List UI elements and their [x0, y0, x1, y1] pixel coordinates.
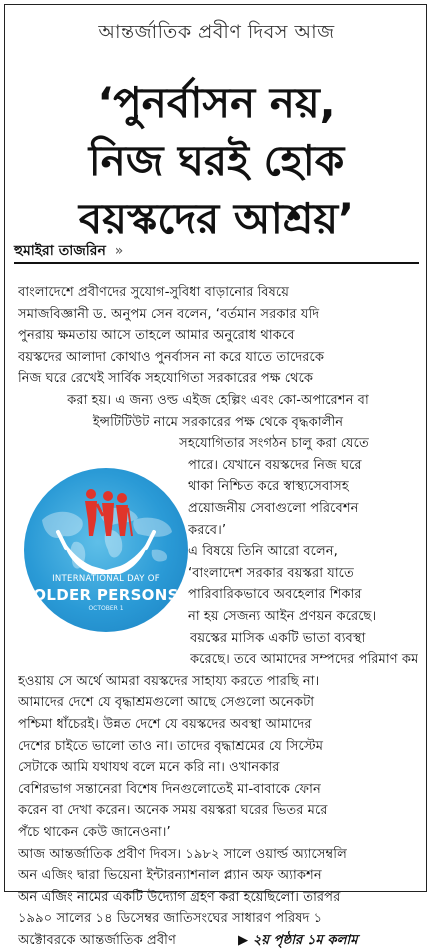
body-line-25: করেন বা দেখা করেন। অনেক সময় বয়স্করা ঘরের ভিতর মরে [18, 803, 328, 819]
body-line-28: অন এজিং দ্বারা ভিয়েনা ইন্টারন্যাশনাল প্ল্যান অফ অ্যাকশন [18, 868, 322, 884]
body-line-15: পারিবারিকভাবে অবহেলার শিকার [188, 587, 362, 603]
byline-marker: » [114, 243, 124, 259]
continued-on-page-link[interactable]: ▶ ২য় পৃষ্ঠার ১ম কলাম [238, 933, 358, 948]
body-line-20: আমাদের দেশে যে বৃদ্ধাশ্রমগুলো আছে সেগুলো অনেকটা [18, 695, 315, 711]
body-line-18: করেছে। তবে আমাদের সম্পদের পরিমাণ কম [190, 652, 418, 668]
kicker: আন্তর্জাতিক প্রবীণ দিবস আজ [98, 21, 335, 43]
body-line-6: করা হয়। এ জন্য ওল্ড এইজ হেল্পিং এবং কো-অপারেশন বা [67, 393, 369, 408]
byline [14, 239, 123, 263]
body-line-23: সেটাকে আমি যথাযথ বলে মনে করি না। ওখানকার [18, 760, 280, 776]
body-line-11: প্রয়োজনীয় সেবাগুলো পরিবেশন [188, 501, 359, 516]
international-day-of-older-persons-logo [24, 468, 188, 632]
body-line-17: বয়স্কের মাসিক একটি ভাতা ব্যবস্থা [190, 630, 366, 646]
author-name: হুমাইরা তাজরিন [14, 243, 106, 259]
headline-line-1: ‘পুনর্বাসন নয়, [97, 78, 336, 127]
body-line-30: ১৯৯০ সালের ১৪ ডিসেম্বর জাতিসংঘের সাধারণ পরিষদ ১ [18, 911, 323, 927]
body-line-24: বেশিরভাগ সন্তানেরা বিশেষ দিনগুলোতেই মা-বাবাকে ফোন [18, 781, 321, 797]
body-line-29: অন এজিং নামের একটি উদ্যোগ গ্রহণ করা হয়েছিলো। তারপর [18, 889, 341, 905]
hands-icon [56, 518, 156, 576]
body-line-10: থাকা নিশ্চিত করে স্বাস্থ্যসেবাসহ [188, 479, 349, 495]
body-line-16: না হয় সেজন্য আইন প্রণয়ন করেছে। [188, 609, 377, 624]
byline-rule [14, 262, 419, 264]
body-line-2: সমাজবিজ্ঞানী ড. অনুপম সেন বলেন, ‘বর্তমান সরকার যদি [18, 306, 320, 322]
body-line-21: পশ্চিমা ধাঁচেরই। উন্নত দেশে যে বয়স্কদের অবস্থা আমাদের [18, 717, 312, 732]
logo-text-line-3: OCTOBER 1 [88, 605, 124, 612]
body-line-26: পঁচে থাকেন কেউ জানেওনা।’ [18, 825, 171, 840]
logo-text-line-1: INTERNATIONAL DAY OF [52, 574, 160, 584]
body-line-31: অক্টোবরকে আন্তর্জাতিক প্রবীণ [18, 933, 176, 948]
body-line-12: করবে।’ [188, 522, 227, 538]
logo-text-line-2: OLDER PERSONS [33, 586, 179, 604]
body-line-4: বয়স্কদের আলাদা কোথাও পুনর্বাসন না করে যাতে তাদেরকে [18, 349, 325, 365]
body-line-1: বাংলাদেশে প্রবীণদের সুযোগ-সুবিধা বাড়ানোর বিষয়ে [18, 285, 289, 300]
body-line-13: এ বিষয়ে তিনি আরো বলেন, [188, 544, 338, 560]
body-line-22: দেশের চাইতে ভালো তাও না। তাদের বৃদ্ধাশ্রমের যে সিস্টেম [18, 738, 324, 754]
body-line-14: ‘বাংলাদেশ সরকার বয়স্করা যাতে [188, 565, 354, 581]
body-line-5: নিজ ঘরে রেখেই সার্বিক সহযোগিতা সরকারের পক্ষ থেকে [18, 371, 314, 387]
body-line-19: হওয়ায় সে অর্থে আমরা বয়স্কদের সাহায্য করতে পারছি না। [18, 673, 320, 689]
body-line-8: সহযোগিতার সংগঠন চালু করা যেতে [179, 436, 369, 452]
body-line-27: আজ আন্তর্জাতিক প্রবীণ দিবস। ১৯৮২ সালে ওয়ার্ল্ড অ্যাসেম্বলি [18, 846, 347, 862]
headline-line-2: নিজ ঘরই হোক [88, 136, 345, 185]
body-line-9: পারে। যেখানে বয়স্কদের নিজ ঘরে [188, 457, 362, 473]
body-line-7: ইন্সটিটিউট নামে সরকারের পক্ষ থেকে বৃদ্ধকালীন [92, 414, 344, 430]
body-line-3: পুনরায় ক্ষমতায় আসে তাহলে আমার অনুরোধ থাকবে [18, 328, 295, 344]
headline-line-3: বয়স্কদের আশ্রয়’ [78, 194, 355, 243]
